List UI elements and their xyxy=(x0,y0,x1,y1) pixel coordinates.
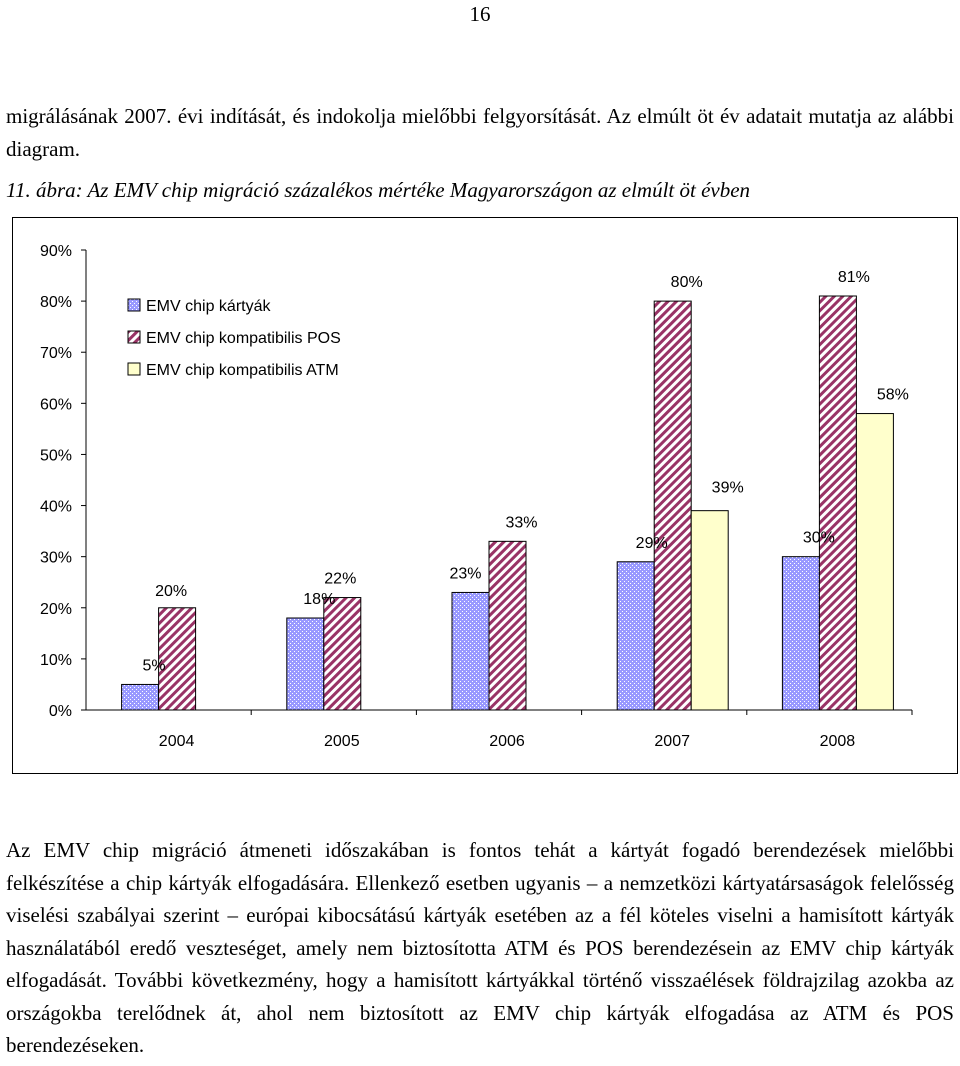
data-label: 80% xyxy=(670,274,703,292)
data-label: 23% xyxy=(449,565,482,583)
bar-cards xyxy=(287,618,324,710)
data-label: 39% xyxy=(711,479,744,497)
y-tick-label: 80% xyxy=(39,294,72,312)
bar-cards xyxy=(452,592,489,710)
bar-atm xyxy=(691,511,728,710)
bar-pos xyxy=(654,301,691,710)
data-label: 5% xyxy=(142,657,166,675)
body-paragraph: Az EMV chip migráció átmeneti időszakában is fontos tehát a kártyát fogadó berendezések mielőbbi felkészítése a chip kártyák elfogadására. Ellenkező esetben ugyanis – a nemzetközi kártyatársaságok felelősség viselési szabályai szerint – európai kibocsátású kártyák esetében az a fél köteles viselni a hamisított kártyák használatából eredő veszteséget, amely nem biztosította ATM és POS berendezésein az EMV chip kártyák elfogadását. További következmény, hogy a hamisított kártyákkal történő visszaélések földrajzilag azokba az országokba terelődnek át, ahol nem biztosított az EMV chip kártyák elfogadása az ATM és POS berendezéseken. xyxy=(6,838,954,1057)
bar-pos xyxy=(819,296,856,710)
x-tick-label: 2004 xyxy=(158,733,195,750)
data-label: 30% xyxy=(802,529,835,547)
figure-caption: 11. ábra: Az EMV chip migráció százalékos mértéke Magyarországon az elmúlt öt évben xyxy=(6,178,751,202)
data-label: 58% xyxy=(876,386,909,404)
legend-swatch xyxy=(128,363,140,375)
legend-label: EMV chip kompatibilis POS xyxy=(146,330,341,347)
y-tick-label: 70% xyxy=(39,345,72,363)
bar-atm xyxy=(856,414,893,710)
data-label: 29% xyxy=(635,534,668,552)
legend-label: EMV chip kártyák xyxy=(146,298,271,315)
y-tick-label: 90% xyxy=(39,243,72,260)
y-tick-label: 20% xyxy=(39,600,72,618)
x-tick-label: 2005 xyxy=(324,733,360,750)
data-label: 22% xyxy=(324,570,357,588)
bar-pos xyxy=(324,598,361,710)
intro-paragraph: migrálásának 2007. évi indítását, és indokolja mielőbbi felgyorsítását. Az elmúlt öt év adatait mutatja az alábbi diagram. xyxy=(6,104,954,161)
bar-cards xyxy=(782,557,819,710)
bar-chart xyxy=(12,217,958,774)
chart-container xyxy=(12,217,958,774)
y-tick-label: 60% xyxy=(39,396,72,414)
bar-cards xyxy=(122,684,159,710)
legend-swatch xyxy=(128,299,140,311)
x-tick-label: 2007 xyxy=(654,733,690,750)
x-tick-label: 2006 xyxy=(489,733,525,750)
data-label: 18% xyxy=(303,591,336,608)
legend-label: EMV chip kompatibilis ATM xyxy=(146,362,339,379)
y-tick-label: 50% xyxy=(39,447,72,465)
page-number: 16 xyxy=(469,2,491,26)
bar-pos xyxy=(489,541,526,710)
x-tick-label: 2008 xyxy=(819,733,856,750)
y-tick-label: 40% xyxy=(39,498,72,516)
y-tick-label: 0% xyxy=(48,703,72,720)
data-label: 81% xyxy=(837,269,870,286)
y-tick-label: 10% xyxy=(39,651,72,669)
data-label: 20% xyxy=(155,582,188,600)
y-tick-label: 30% xyxy=(39,549,72,567)
data-label: 33% xyxy=(505,514,538,532)
bar-cards xyxy=(617,562,654,710)
legend-swatch xyxy=(128,331,140,343)
